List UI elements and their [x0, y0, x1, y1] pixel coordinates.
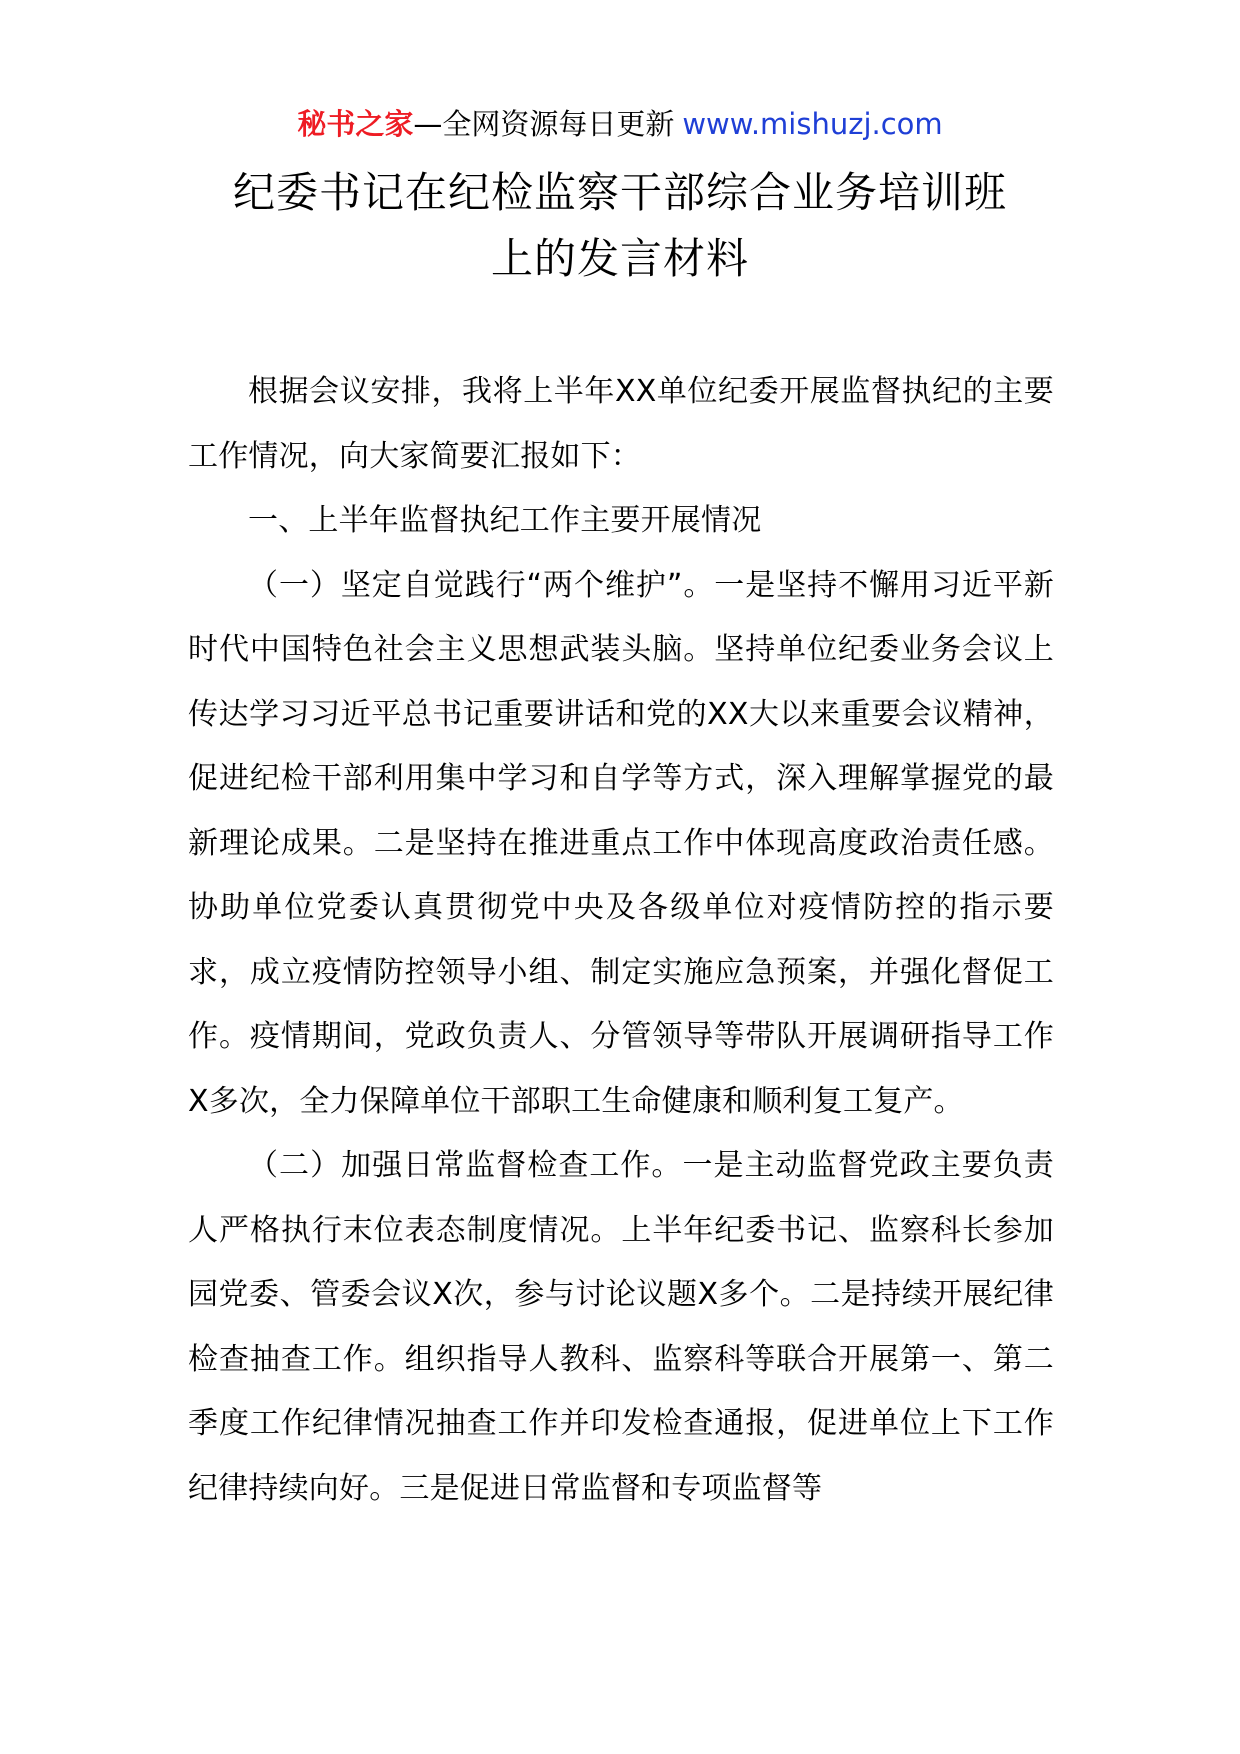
site-header: [0, 104, 1240, 144]
intro-paragraph: 根据会议安排，我将上半年XX单位纪委开展监督执纪的主要工作情况，向大家简要汇报如下：: [188, 374, 1054, 474]
document-title-line-2: 上的发言材料: [490, 234, 749, 283]
section-heading: 一、上半年监督执纪工作主要开展情况: [248, 503, 762, 538]
document-body: [188, 360, 1054, 1521]
body-paragraph: （一）坚定自觉践行“两个维护”。一是坚持不懈用习近平新时代中国特色社会主义思想武装头脑。坚持单位纪委业务会议上传达学习习近平总书记重要讲话和党的XX大以来重要会议精神，促进纪检干部利用集中学习和自学等方式，深入理解掌握党的最新理论成果。二是坚持在推进重点工作中体现高度政治责任感。协助单位党委认真贯彻党中央及各级单位对疫情防控的指示要求，成立疫情防控领导小组、制定实施应急预案，并强化督促工作。疫情期间，党政负责人、分管领导等带队开展调研指导工作X多次，全力保障单位干部职工生命健康和顺利复工复产。: [188, 567, 1054, 1119]
site-name: 秘书之家: [297, 107, 414, 141]
document-title: [140, 160, 1100, 292]
site-slogan: —全网资源每日更新: [413, 107, 675, 141]
site-url-link[interactable]: www.mishuzj.com: [682, 107, 943, 141]
body-paragraph: （二）加强日常监督检查工作。一是主动监督党政主要负责人严格执行末位表态制度情况。上半年纪委书记、监察科长参加园党委、管委会议X次，参与讨论议题X多个。二是持续开展纪律检查抽查工作。组织指导人教科、监察科等联合开展第一、第二季度工作纪律情况抽查工作并印发检查通报，促进单位上下工作纪律持续向好。三是促进日常监督和专项监督等: [188, 1148, 1054, 1506]
document-title-line-1: 纪委书记在纪检监察干部综合业务培训班: [232, 168, 1007, 217]
